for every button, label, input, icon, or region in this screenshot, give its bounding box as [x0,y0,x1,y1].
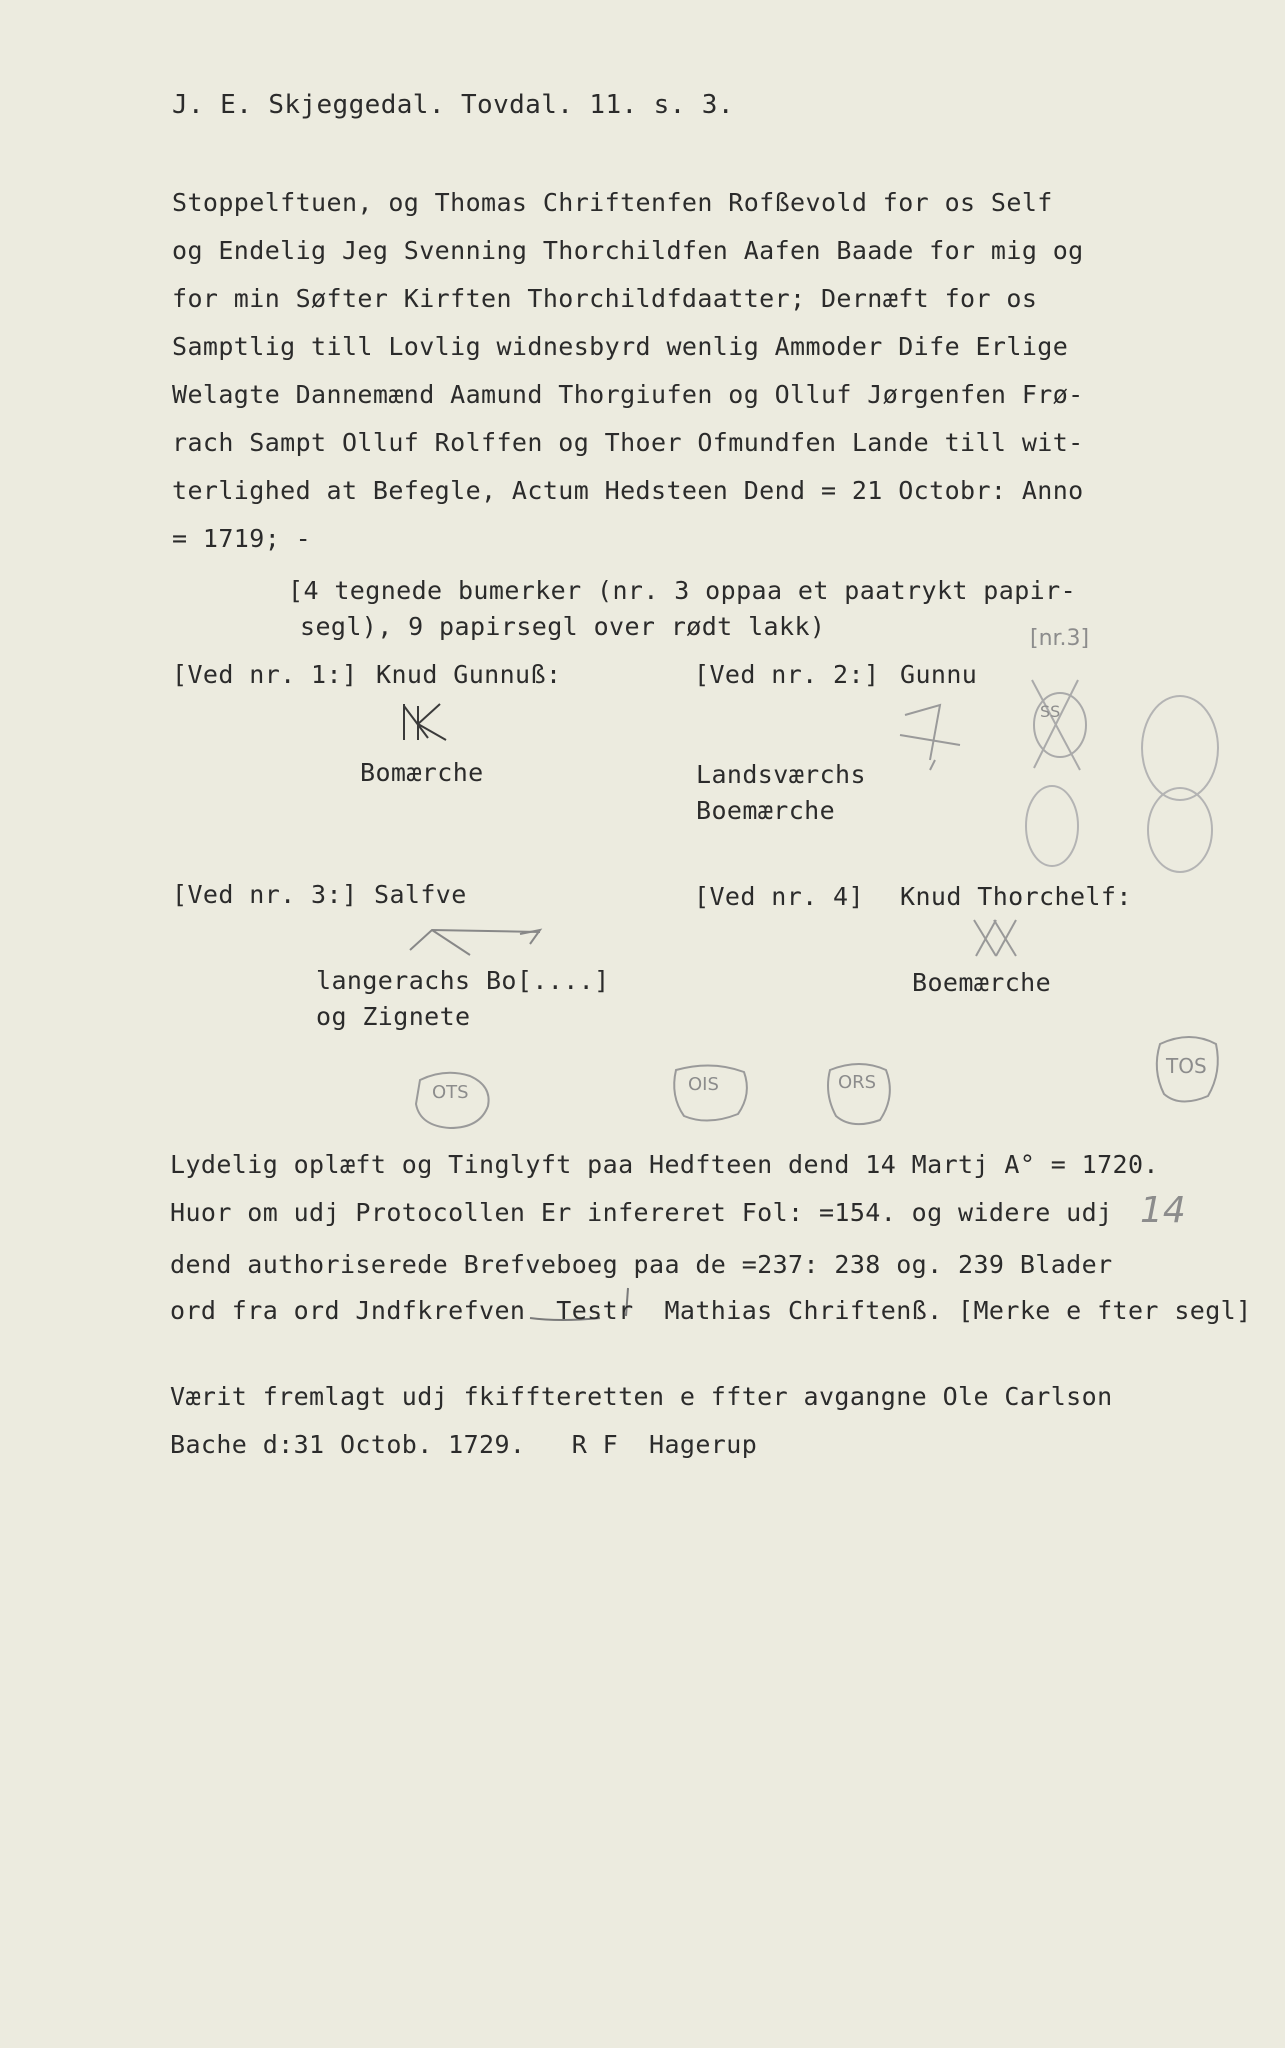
document-header: J. E. Skjeggedal. Tovdal. 11. s. 3. [172,90,734,120]
body-line: Stoppelftuen, og Thomas Chriftenfen Rofßevold for os Self [172,188,1053,217]
crossed-seal-mark [1032,680,1086,770]
body-line: Samptlig till Lovlig widnesbyrd wenlig Ammoder Dife Erlige [172,332,1069,361]
mark-4-label: [Ved nr. 4] [694,882,864,911]
mark-3-label: [Ved nr. 3:] [172,880,358,909]
mark-3-caption-1: langerachs Bo[....] [316,966,610,995]
seal-a-text: OTS [432,1082,469,1103]
body-line: rach Sampt Olluf Rolffen og Thoer Ofmundfen Lande till wit- [172,428,1084,457]
mark-1-label: [Ved nr. 1:] [172,660,358,689]
body-line: = 1719; - [172,524,312,553]
closing-line: Bache d:31 Octob. 1729. R F Hagerup [170,1430,758,1459]
note-line: segl), 9 papirsegl over rødt lakk) [300,612,826,641]
body-line: terlighed at Befegle, Actum Hedsteen Dend = 21 Octobr: Anno [172,476,1084,505]
mark-2-name: Gunnu [900,660,978,689]
body-line: og Endelig Jeg Svenning Thorchildfen Aafen Baade for mig og [172,236,1084,265]
mark-4-name: Knud Thorchelf: [900,882,1132,911]
house-mark-2-sketch [900,705,960,770]
seal-top-text: SS [1040,702,1061,721]
registration-line: ord fra ord Jndfkrefven Testr Mathias Chriftenß. [Merke e fter segl] [170,1296,1252,1325]
registration-line: Lydelig oplæft og Tinglyft paa Hedfteen dend 14 Martj A° = 1720. [170,1150,1159,1179]
note-line: [4 tegnede bumerker (nr. 3 oppaa et paatrykt papir- [288,576,1077,605]
mark-3-caption-2: og Zignete [316,1002,471,1031]
mark-4-caption: Boemærche [912,968,1052,997]
seal-d-text: TOS [1166,1054,1207,1078]
closing-line: Værit fremlagt udj fkiffteretten e ffter avgangne Ole Carlson [170,1382,1113,1411]
seal-outlines [416,1037,1218,1128]
mark-1-caption: Bomærche [360,758,484,787]
seal-c-text: ORS [838,1072,877,1093]
registration-line: dend authoriserede Brefveboeg paa de =237: 238 og. 239 Blader [170,1250,1113,1279]
pencil-margin-mark: 14 [1140,1190,1186,1231]
house-mark-3-sketch [410,930,540,955]
mark-1-name: Knud Gunnuß: [376,660,562,689]
mark-2-caption-2: Boemærche [696,796,836,825]
body-line: for min Søfter Kirften Thorchildfdaatter; Dernæft for os [172,284,1038,313]
registration-line: Huor om udj Protocollen Er infereret Fol: =154. og widere udj [170,1198,1113,1227]
house-mark-4-symbol [974,920,1016,956]
seal-b-text: OIS [688,1074,719,1095]
mark-3-name: Salfve [374,880,467,909]
mark-2-caption-1: Landsværchs [696,760,866,789]
mark-2-label: [Ved nr. 2:] [694,660,880,689]
body-line: Welagte Dannemænd Aamund Thorgiufen og Olluf Jørgenfen Frø- [172,380,1084,409]
house-mark-1-symbol [404,704,446,740]
pencil-note-nr3: [nr.3] [1030,626,1090,651]
